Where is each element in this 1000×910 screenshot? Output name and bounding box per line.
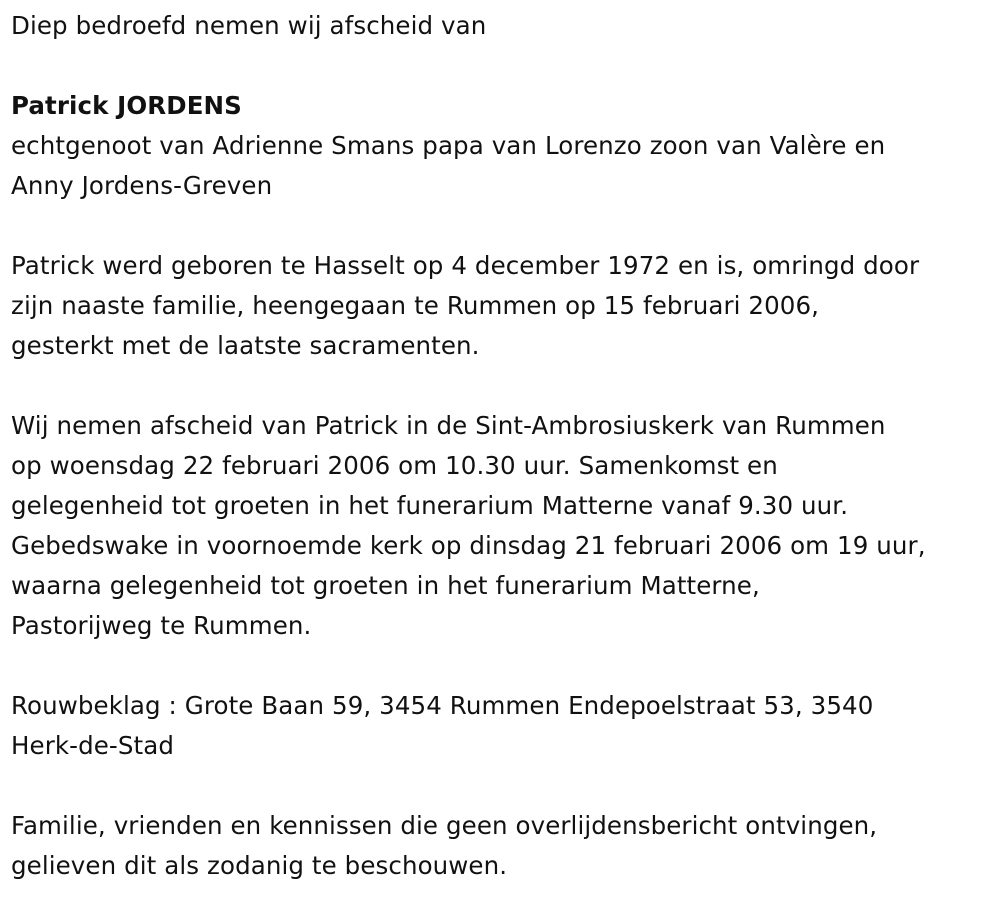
deceased-name-line: Patrick JORDENS — [11, 91, 242, 120]
ceremony-paragraph — [11, 406, 996, 646]
ceremony-line: waarna gelegenheid tot groeten in het funerarium Matterne, — [11, 571, 760, 600]
closing-line: Familie, vrienden en kennissen die geen overlijdensbericht ontvingen, — [11, 811, 878, 840]
condolence-address-line: Herk-de-Stad — [11, 731, 174, 760]
relations-paragraph — [11, 126, 996, 206]
ceremony-line: gelegenheid tot groeten in het funerarium Matterne vanaf 9.30 uur. — [11, 491, 849, 520]
obituary-notice — [11, 6, 996, 886]
deceased-name — [11, 86, 996, 126]
ceremony-line: Wij nemen afscheid van Patrick in de Sint-Ambrosiuskerk van Rummen — [11, 411, 886, 440]
birth-death-paragraph — [11, 246, 996, 366]
birth-death-line: gesterkt met de laatste sacramenten. — [11, 331, 480, 360]
closing-line: gelieven dit als zodanig te beschouwen. — [11, 851, 508, 880]
birth-death-line: zijn naaste familie, heengegaan te Rummen op 15 februari 2006, — [11, 291, 820, 320]
ceremony-line: Pastorijweg te Rummen. — [11, 611, 312, 640]
ceremony-line: Gebedswake in voornoemde kerk op dinsdag 21 februari 2006 om 19 uur, — [11, 531, 926, 560]
condolence-address-paragraph — [11, 686, 996, 766]
intro-line: Diep bedroefd nemen wij afscheid van — [11, 11, 487, 40]
ceremony-line: op woensdag 22 februari 2006 om 10.30 uur. Samenkomst en — [11, 451, 778, 480]
relations-line: Anny Jordens-Greven — [11, 171, 273, 200]
intro-paragraph — [11, 6, 996, 46]
closing-paragraph — [11, 806, 996, 886]
condolence-address-line: Rouwbeklag : Grote Baan 59, 3454 Rummen Endepoelstraat 53, 3540 — [11, 691, 874, 720]
birth-death-line: Patrick werd geboren te Hasselt op 4 december 1972 en is, omringd door — [11, 251, 920, 280]
relations-line: echtgenoot van Adrienne Smans papa van Lorenzo zoon van Valère en — [11, 131, 886, 160]
